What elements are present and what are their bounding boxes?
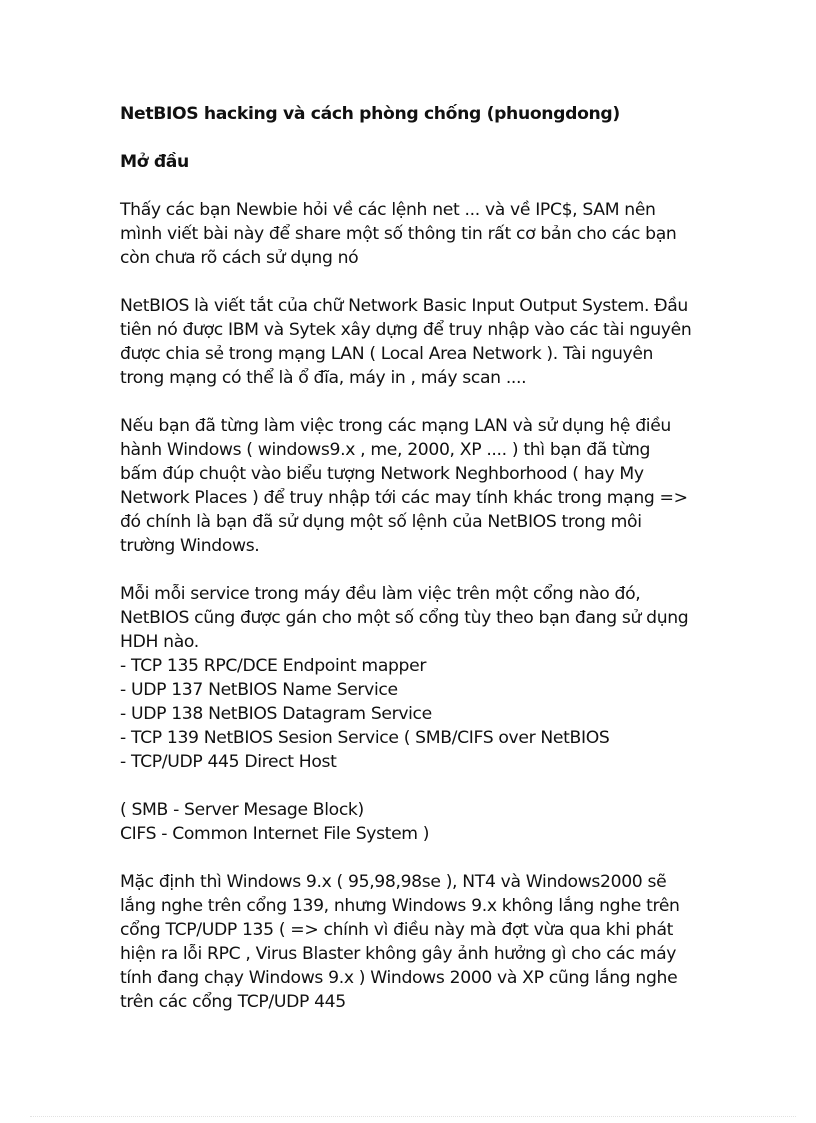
text-line: còn chưa rõ cách sử dụng nó <box>120 248 359 268</box>
text-line: mình viết bài này để share một số thông tin rất cơ bản cho các bạn <box>120 224 677 244</box>
text-line: NetBIOS là viết tắt của chữ Network Basic Input Output System. Đầu <box>120 296 688 316</box>
document-page <box>120 102 720 1038</box>
text-line: trong mạng có thể là ổ đĩa, máy in , máy scan .... <box>120 368 527 388</box>
text-line: cổng TCP/UDP 135 ( => chính vì điều này mà đợt vừa qua khi phát <box>120 920 674 940</box>
text-line: NetBIOS cũng được gán cho một số cổng tùy theo bạn đang sử dụng <box>120 608 689 628</box>
list-item: - TCP 139 NetBIOS Sesion Service ( SMB/CIFS over NetBIOS <box>120 728 610 748</box>
text-line: HDH nào. <box>120 632 199 652</box>
paragraph-intro <box>120 198 720 270</box>
list-item: - TCP/UDP 445 Direct Host <box>120 752 337 772</box>
paragraph-protocol-notes <box>120 798 720 846</box>
section-heading: Mở đầu <box>120 152 189 172</box>
text-line: CIFS - Common Internet File System ) <box>120 824 430 844</box>
text-line: tính đang chạy Windows 9.x ) Windows 2000 và XP cũng lắng nghe <box>120 968 678 988</box>
document-title: NetBIOS hacking và cách phòng chống (phuongdong) <box>120 104 620 124</box>
text-line: được chia sẻ trong mạng LAN ( Local Area Network ). Tài nguyên <box>120 344 654 364</box>
text-line: hiện ra lỗi RPC , Virus Blaster không gây ảnh hưởng gì cho các máy <box>120 944 677 964</box>
list-item: - UDP 137 NetBIOS Name Service <box>120 680 398 700</box>
text-line: bấm đúp chuột vào biểu tượng Network Neghborhood ( hay My <box>120 464 644 484</box>
text-line: Mặc định thì Windows 9.x ( 95,98,98se ), NT4 và Windows2000 sẽ <box>120 872 667 892</box>
paragraph-ports <box>120 582 720 774</box>
paragraph-lan-usage <box>120 414 720 558</box>
text-line: lắng nghe trên cổng 139, nhưng Windows 9.x không lắng nghe trên <box>120 896 680 916</box>
paragraph-default-ports <box>120 870 720 1014</box>
list-item: - UDP 138 NetBIOS Datagram Service <box>120 704 432 724</box>
text-line: Thấy các bạn Newbie hỏi về các lệnh net ... và về IPC$, SAM nên <box>120 200 656 220</box>
text-line: ( SMB - Server Mesage Block) <box>120 800 364 820</box>
text-line: Nếu bạn đã từng làm việc trong các mạng LAN và sử dụng hệ điều <box>120 416 671 436</box>
paragraph-netbios-definition <box>120 294 720 390</box>
text-line: đó chính là bạn đã sử dụng một số lệnh của NetBIOS trong môi <box>120 512 642 532</box>
text-line: trên các cổng TCP/UDP 445 <box>120 992 346 1012</box>
page-bottom-rule <box>30 1116 796 1117</box>
text-line: Network Places ) để truy nhập tới các may tính khác trong mạng => <box>120 488 688 508</box>
text-line: Mỗi mỗi service trong máy đều làm việc trên một cổng nào đó, <box>120 584 641 604</box>
text-line: tiên nó được IBM và Sytek xây dựng để truy nhập vào các tài nguyên <box>120 320 692 340</box>
list-item: - TCP 135 RPC/DCE Endpoint mapper <box>120 656 427 676</box>
text-line: hành Windows ( windows9.x , me, 2000, XP .... ) thì bạn đã từng <box>120 440 651 460</box>
text-line: trường Windows. <box>120 536 260 556</box>
